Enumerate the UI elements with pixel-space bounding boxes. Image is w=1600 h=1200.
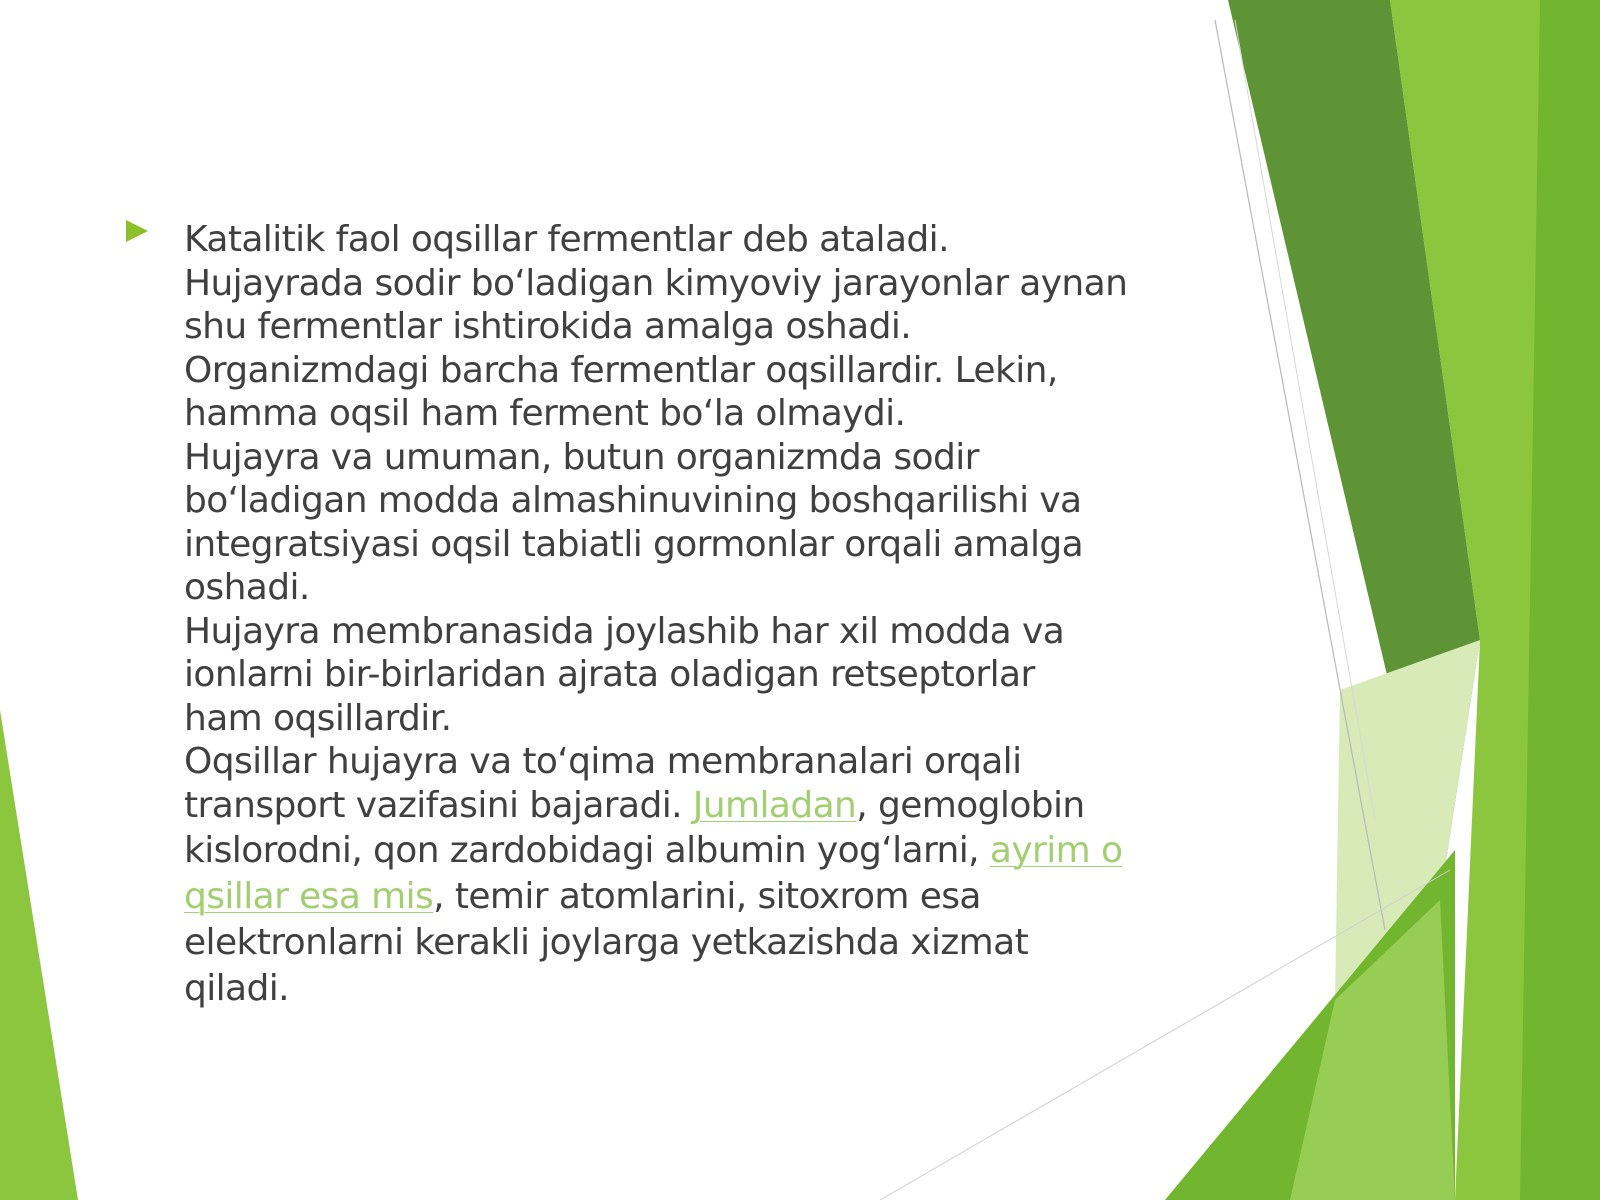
transport-line xyxy=(184,784,1228,828)
text-segment: , gemoglobin xyxy=(856,784,1085,826)
temir-line xyxy=(184,875,1228,919)
text-line: bo‘ladigan modda almashinuvining boshqarilishi va xyxy=(184,480,1082,521)
text-segment: , temir atomlarini, sitoxrom esa xyxy=(433,876,981,917)
text-line: Organizmdagi barcha fermentlar oqsillardir. Lekin, xyxy=(184,349,1058,391)
text-line: integratsiyasi oqsil tabiatli gormonlar orqali amalga xyxy=(184,523,1084,565)
body-text xyxy=(184,218,1228,1010)
jumladan-link[interactable]: Jumladan xyxy=(692,784,857,826)
triangle-bullet-icon xyxy=(126,220,148,242)
bullet-item xyxy=(118,218,1228,1010)
text-segment: kislorodni, qon zardobidagi albumin yog‘larni, xyxy=(184,830,990,871)
left-bottom-wedge xyxy=(0,710,78,1200)
text-segment: transport vazifasini bajaradi. xyxy=(184,784,693,826)
text-line: Katalitik faol oqsillar fermentlar deb ataladi. xyxy=(184,219,949,260)
ayrim-oqsillar-link[interactable]: ayrim o xyxy=(989,830,1123,871)
slide-body xyxy=(118,218,1228,1010)
text-line: elektronlarni kerakli joylarga yetkazishda xizmat xyxy=(184,921,1029,963)
text-line: hamma oqsil ham ferment bo‘la olmaydi. xyxy=(184,393,906,434)
text-line: Hujayra va umuman, butun organizmda sodir xyxy=(184,436,979,478)
text-line: qiladi. xyxy=(184,967,290,1009)
text-line: ionlarni bir-birlaridan ajrata oladigan retseptorlar xyxy=(184,654,1035,695)
text-line: Oqsillar hujayra va to‘qima membranalari orqali xyxy=(184,741,1022,782)
albumin-line xyxy=(184,827,1228,875)
text-line: shu fermentlar ishtirokida amalga oshadi. xyxy=(184,306,912,347)
text-line: Hujayrada sodir bo‘ladigan kimyoviy jarayonlar aynan xyxy=(184,262,1128,304)
ayrim-oqsillar-link-continued[interactable]: qsillar esa mis xyxy=(184,876,434,917)
text-line: oshadi. xyxy=(184,567,310,608)
text-line: Hujayra membranasida joylashib har xil modda va xyxy=(184,610,1065,652)
text-line: ham oqsillardir. xyxy=(184,697,452,739)
